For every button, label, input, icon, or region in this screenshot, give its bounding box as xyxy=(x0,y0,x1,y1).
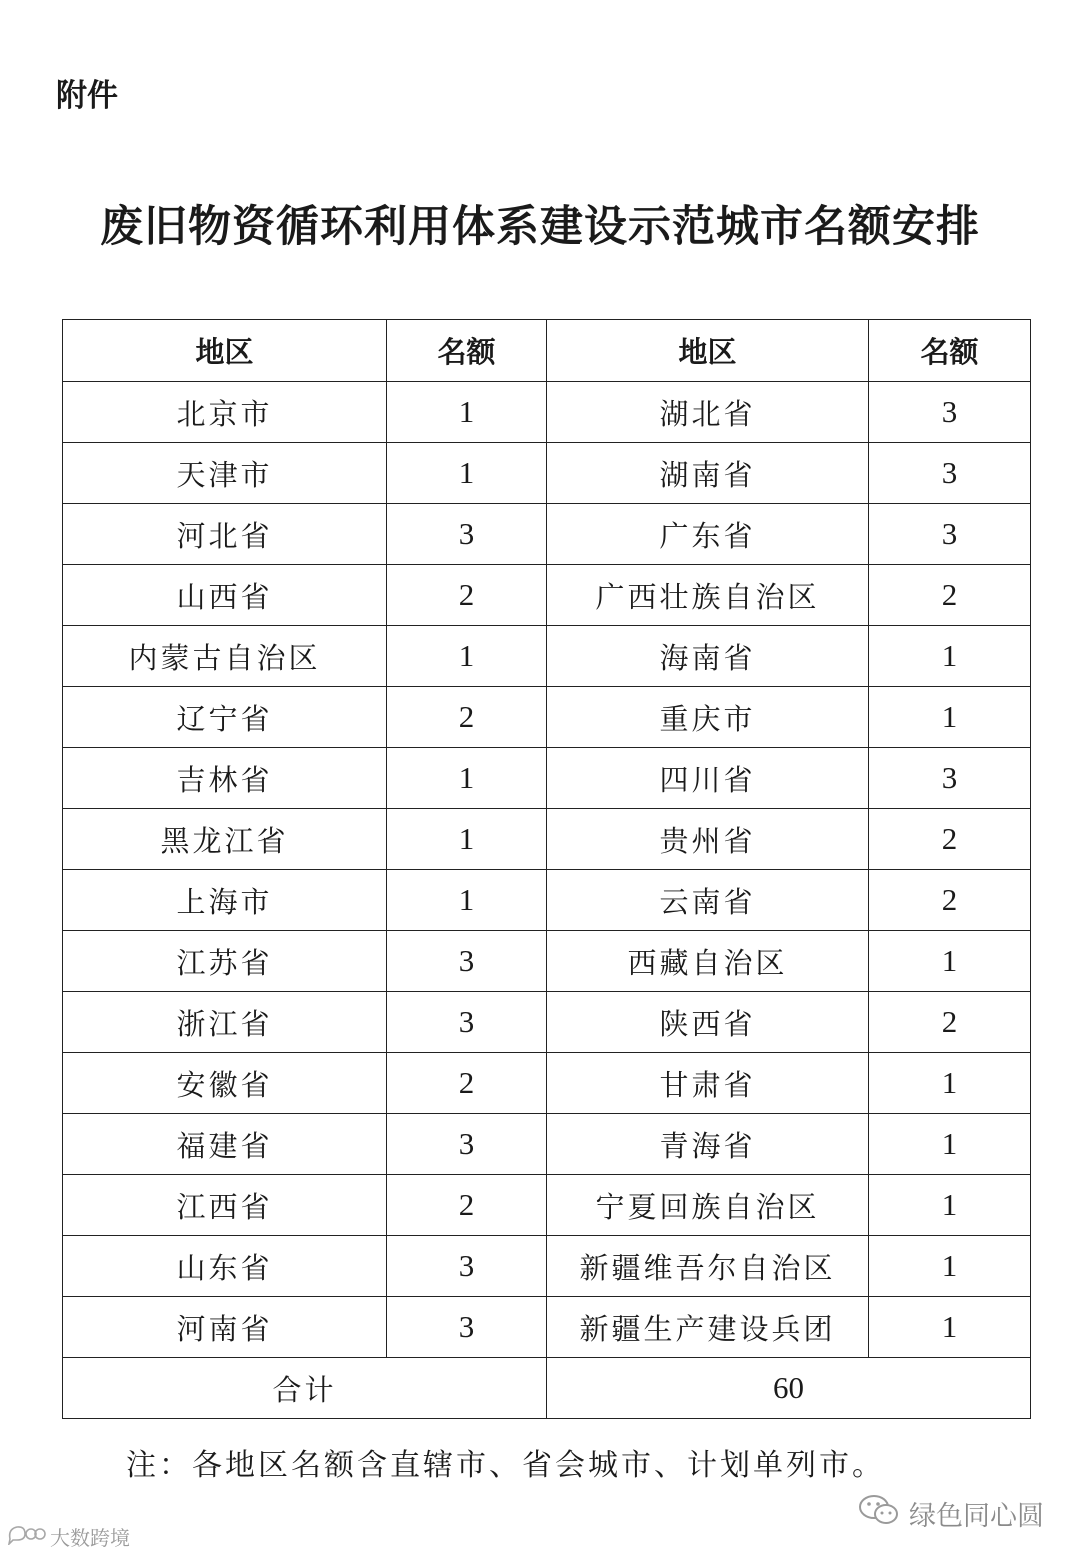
cell-quota-2: 2 xyxy=(869,809,1031,870)
table-row xyxy=(63,1175,1031,1236)
cell-region-1: 天津市 xyxy=(63,443,387,504)
cell-region-1: 北京市 xyxy=(63,382,387,443)
watermark-left xyxy=(6,1522,130,1551)
cell-region-1: 山东省 xyxy=(63,1236,387,1297)
cell-quota-1: 2 xyxy=(387,565,547,626)
total-value: 60 xyxy=(547,1358,1031,1419)
cell-quota-2: 2 xyxy=(869,565,1031,626)
cell-quota-2: 1 xyxy=(869,1053,1031,1114)
cell-quota-2: 3 xyxy=(869,504,1031,565)
cell-quota-1: 1 xyxy=(387,748,547,809)
table-row xyxy=(63,1236,1031,1297)
table-row xyxy=(63,809,1031,870)
cell-quota-1: 1 xyxy=(387,626,547,687)
cell-quota-1: 2 xyxy=(387,1053,547,1114)
quota-table xyxy=(62,319,1031,1419)
cell-quota-1: 3 xyxy=(387,504,547,565)
cell-quota-1: 1 xyxy=(387,870,547,931)
cell-quota-1: 3 xyxy=(387,931,547,992)
watermark-right xyxy=(857,1492,1044,1535)
speech-bubble-logo-icon xyxy=(6,1523,46,1550)
cell-quota-2: 3 xyxy=(869,443,1031,504)
cell-region-2: 湖北省 xyxy=(547,382,869,443)
document-title: 废旧物资循环利用体系建设示范城市名额安排 xyxy=(100,202,980,252)
cell-region-1: 浙江省 xyxy=(63,992,387,1053)
table-row xyxy=(63,992,1031,1053)
header-region-1: 地区 xyxy=(63,320,387,382)
cell-quota-1: 2 xyxy=(387,1175,547,1236)
table-row xyxy=(63,870,1031,931)
cell-region-1: 山西省 xyxy=(63,565,387,626)
cell-region-2: 贵州省 xyxy=(547,809,869,870)
cell-region-1: 安徽省 xyxy=(63,1053,387,1114)
cell-quota-2: 1 xyxy=(869,1236,1031,1297)
cell-region-2: 新疆生产建设兵团 xyxy=(547,1297,869,1358)
cell-region-1: 河北省 xyxy=(63,504,387,565)
wechat-icon xyxy=(857,1492,901,1535)
cell-region-2: 甘肃省 xyxy=(547,1053,869,1114)
cell-quota-1: 3 xyxy=(387,1236,547,1297)
table-row xyxy=(63,1114,1031,1175)
cell-quota-1: 3 xyxy=(387,992,547,1053)
table-row xyxy=(63,748,1031,809)
header-quota-2: 名额 xyxy=(869,320,1031,382)
header-quota-1: 名额 xyxy=(387,320,547,382)
table-row xyxy=(63,931,1031,992)
cell-region-2: 西藏自治区 xyxy=(547,931,869,992)
table-body xyxy=(63,382,1031,1358)
watermark-left-text: 大数跨境 xyxy=(50,1526,130,1550)
cell-quota-1: 1 xyxy=(387,382,547,443)
cell-quota-2: 3 xyxy=(869,382,1031,443)
table-row xyxy=(63,565,1031,626)
cell-region-2: 湖南省 xyxy=(547,443,869,504)
cell-quota-2: 3 xyxy=(869,748,1031,809)
total-label: 合计 xyxy=(63,1358,547,1419)
cell-region-1: 黑龙江省 xyxy=(63,809,387,870)
cell-region-1: 江苏省 xyxy=(63,931,387,992)
table-row xyxy=(63,382,1031,443)
cell-region-2: 重庆市 xyxy=(547,687,869,748)
cell-region-2: 云南省 xyxy=(547,870,869,931)
cell-region-2: 四川省 xyxy=(547,748,869,809)
cell-region-2: 广西壮族自治区 xyxy=(547,565,869,626)
cell-quota-2: 1 xyxy=(869,1114,1031,1175)
cell-quota-2: 1 xyxy=(869,931,1031,992)
cell-region-1: 上海市 xyxy=(63,870,387,931)
cell-region-1: 河南省 xyxy=(63,1297,387,1358)
cell-region-1: 江西省 xyxy=(63,1175,387,1236)
cell-region-2: 海南省 xyxy=(547,626,869,687)
cell-region-1: 内蒙古自治区 xyxy=(63,626,387,687)
cell-region-2: 青海省 xyxy=(547,1114,869,1175)
cell-quota-1: 3 xyxy=(387,1114,547,1175)
cell-region-1: 吉林省 xyxy=(63,748,387,809)
cell-quota-2: 1 xyxy=(869,687,1031,748)
cell-quota-1: 1 xyxy=(387,809,547,870)
cell-quota-2: 2 xyxy=(869,992,1031,1053)
total-row xyxy=(63,1358,1031,1419)
footnote: 注：各地区名额含直辖市、省会城市、计划单列市。 xyxy=(126,1448,885,1483)
cell-quota-1: 1 xyxy=(387,443,547,504)
cell-quota-2: 2 xyxy=(869,870,1031,931)
table-row xyxy=(63,443,1031,504)
cell-region-1: 辽宁省 xyxy=(63,687,387,748)
table-row xyxy=(63,1297,1031,1358)
table-row xyxy=(63,504,1031,565)
cell-quota-2: 1 xyxy=(869,626,1031,687)
cell-quota-1: 2 xyxy=(387,687,547,748)
table-header-row xyxy=(63,320,1031,382)
cell-region-1: 福建省 xyxy=(63,1114,387,1175)
cell-quota-1: 3 xyxy=(387,1297,547,1358)
table-row xyxy=(63,687,1031,748)
cell-region-2: 广东省 xyxy=(547,504,869,565)
watermark-right-text: 绿色同心圆 xyxy=(909,1501,1044,1532)
cell-region-2: 陕西省 xyxy=(547,992,869,1053)
table-row xyxy=(63,626,1031,687)
cell-region-2: 新疆维吾尔自治区 xyxy=(547,1236,869,1297)
table-row xyxy=(63,1053,1031,1114)
cell-quota-2: 1 xyxy=(869,1297,1031,1358)
cell-quota-2: 1 xyxy=(869,1175,1031,1236)
attachment-label: 附件 xyxy=(56,78,118,114)
header-region-2: 地区 xyxy=(547,320,869,382)
cell-region-2: 宁夏回族自治区 xyxy=(547,1175,869,1236)
